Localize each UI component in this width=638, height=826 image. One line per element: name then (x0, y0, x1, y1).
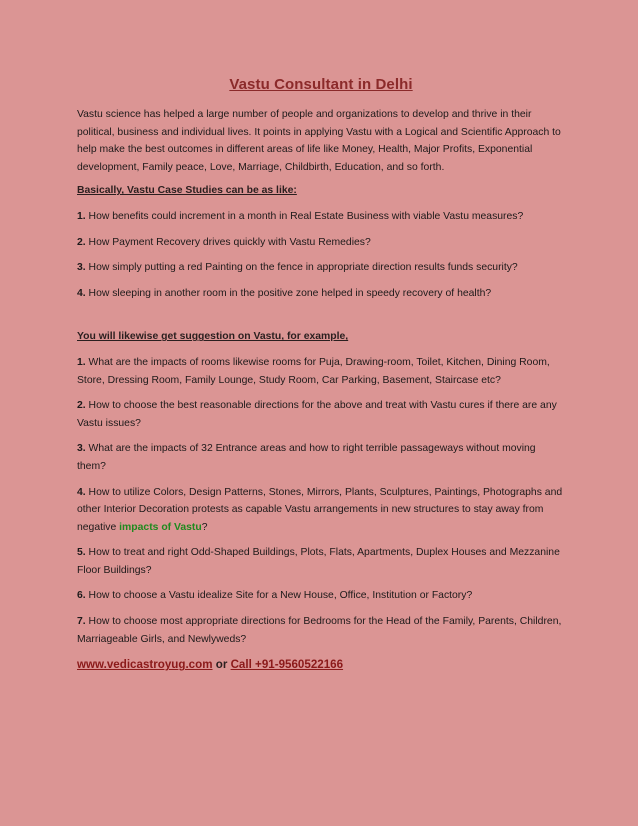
item-number: 7. (77, 616, 86, 628)
phone-link[interactable]: Call +91-9560522166 (230, 658, 344, 672)
item-number: 4. (77, 287, 86, 299)
item-text: How to choose a Vastu idealize Site for a New House, Office, Institution or Factory? (85, 590, 473, 602)
item-number: 2. (77, 236, 86, 248)
suggestion-item-2 (77, 397, 565, 432)
item-number: 4. (77, 486, 86, 498)
item-number: 2. (77, 400, 86, 412)
item-text: What are the impacts of rooms likewise rooms for Puja, Drawing-room, Toilet, Kitchen, Dining Room, Store, Dressing Room, Family Lounge, Study Room, Car Parking, Basement, Staircase etc? (77, 356, 550, 386)
suggestions-heading: You will likewise get suggestion on Vastu, for example, (77, 331, 349, 343)
suggestion-item-7 (77, 613, 565, 648)
suggestion-item-4 (77, 484, 565, 537)
suggestion-item-6 (77, 587, 565, 605)
item-text: How simply putting a red Painting on the fence in appropriate direction results funds security? (85, 262, 518, 274)
item-text: How Payment Recovery drives quickly with Vastu Remedies? (85, 236, 371, 248)
contact-separator: or (212, 658, 231, 672)
case-study-item-3 (77, 259, 565, 277)
item-number: 1. (77, 210, 86, 222)
item-number: 1. (77, 356, 86, 368)
item-text: How to treat and right Odd-Shaped Buildings, Plots, Flats, Apartments, Duplex Houses and Mezzanine Floor Buildings? (77, 547, 560, 576)
item-number: 3. (77, 443, 86, 455)
item-number: 6. (77, 590, 86, 602)
item-text: How benefits could increment in a month in Real Estate Business with viable Vastu measures? (85, 210, 524, 222)
case-study-item-1 (77, 208, 565, 226)
section-spacer (77, 302, 565, 328)
item-text: How to choose most appropriate directions for Bedrooms for the Head of the Family, Parents, Children, Marriageable Girls, and Newlyweds? (77, 616, 562, 645)
impacts-of-vastu-link[interactable]: impacts of Vastu (119, 521, 202, 533)
item-number: 3. (77, 262, 86, 274)
case-study-item-2 (77, 234, 565, 252)
item-text: How to utilize Colors, Design Patterns, Stones, Mirrors, Plants, Sculptures, Paintings, Photographs and other Interior Decoration protests as capable Vastu arrangements in new structures to stay away from negative (77, 486, 563, 533)
page-title: Vastu Consultant in Delhi (229, 76, 413, 93)
suggestion-item-5 (77, 544, 565, 579)
case-studies-heading: Basically, Vastu Case Studies can be as like: (77, 185, 297, 197)
item-text: What are the impacts of 32 Entrance areas and how to right terrible passageways without moving them? (77, 443, 536, 472)
contact-line (77, 656, 565, 674)
item-number: 5. (77, 547, 86, 559)
intro-paragraph: Vastu science has helped a large number of people and organizations to develop and thrive in their political, business and individual lives. It points in applying Vastu with a Logical and Scientific Approach to help make the best outcomes in different areas of life like Money, Health, Major Profits, Exponential development, Family peace, Love, Marriage, Childbirth, Education, and so forth. (77, 109, 561, 173)
item-text: How to choose the best reasonable directions for the above and treat with Vastu cures if there are any Vastu issues? (77, 400, 557, 429)
suggestion-item-3 (77, 440, 565, 475)
case-study-item-4 (77, 285, 565, 303)
suggestion-item-1 (77, 354, 565, 389)
item-text: How sleeping in another room in the positive zone helped in speedy recovery of health? (85, 287, 492, 299)
item-text-end: ? (201, 521, 208, 533)
document-page (77, 76, 565, 674)
website-link[interactable]: www.vedicastroyug.com (77, 658, 213, 672)
